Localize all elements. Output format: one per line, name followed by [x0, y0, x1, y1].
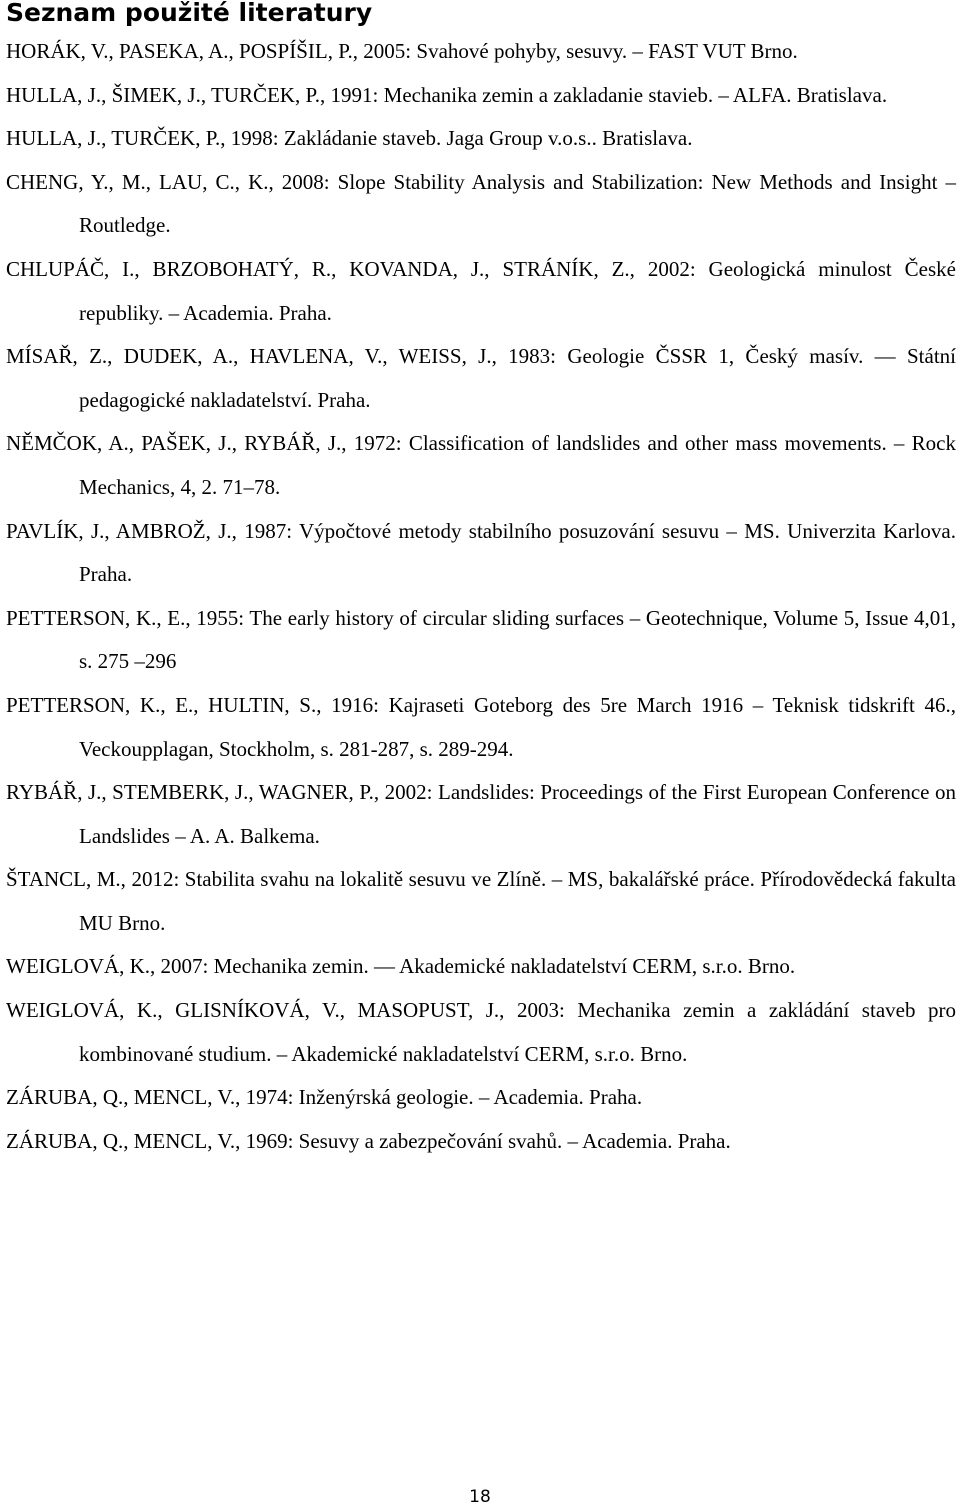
reference-entry: HORÁK, V., PASEKA, A., POSPÍŠIL, P., 2005: Svahové pohyby, sesuvy. – FAST VUT Brno.	[6, 39, 798, 63]
reference-entry: PETTERSON, K., E., 1955: The early history of circular sliding surfaces – Geotechnique, Volume 5, Issue 4,01, s. 275 –296	[6, 605, 956, 674]
page-title: Seznam použité literatury	[6, 0, 373, 27]
reference-entry: PETTERSON, K., E., HULTIN, S., 1916: Kajraseti Goteborg des 5re March 1916 – Teknisk tidskrift 46., Veckoupplagan, Stockholm, s. 281-287, s. 289-294.	[6, 692, 956, 761]
reference-entry: HULLA, J., TURČEK, P., 1998: Zakládanie staveb. Jaga Group v.o.s.. Bratislava.	[6, 126, 693, 151]
reference-entry: RYBÁŘ, J., STEMBERK, J., WAGNER, P., 2002: Landslides: Proceedings of the First European Conference on Landslides – A. A. Balkema.	[6, 780, 956, 848]
reference-entry: WEIGLOVÁ, K., GLISNÍKOVÁ, V., MASOPUST, J., 2003: Mechanika zemin a zakládání staveb pro kombinované studium. – Akademické nakladatelství CERM, s.r.o. Brno.	[6, 998, 956, 1066]
reference-entry: ŠTANCL, M., 2012: Stabilita svahu na lokalitě sesuvu ve Zlíně. – MS, bakalářské práce. Přírodovědecká fakulta MU Brno.	[6, 867, 956, 935]
reference-entry: ZÁRUBA, Q., MENCL, V., 1969: Sesuvy a zabezpečování svahů. – Academia. Praha.	[6, 1128, 731, 1153]
reference-entry: CHLUPÁČ, I., BRZOBOHATÝ, R., KOVANDA, J., STRÁNÍK, Z., 2002: Geologická minulost České republiky. – Academia. Praha.	[6, 256, 956, 325]
reference-entry: ZÁRUBA, Q., MENCL, V., 1974: Inženýrská geologie. – Academia. Praha.	[6, 1085, 643, 1110]
reference-list	[6, 30, 956, 1163]
reference-entry: HULLA, J., ŠIMEK, J., TURČEK, P., 1991: Mechanika zemin a zakladanie stavieb. – ALFA. Bratislava.	[6, 82, 888, 107]
reference-entry: CHENG, Y., M., LAU, C., K., 2008: Slope Stability Analysis and Stabilization: New Methods and Insight – Routledge.	[6, 169, 956, 238]
reference-entry: NĚMČOK, A., PAŠEK, J., RYBÁŘ, J., 1972: Classification of landslides and other mass movements. – Rock Mechanics, 4, 2. 71–78.	[6, 431, 956, 499]
reference-entry: MÍSAŘ, Z., DUDEK, A., HAVLENA, V., WEISS, J., 1983: Geologie ČSSR 1, Český masív. –– Státní pedagogické nakladatelství. Praha.	[6, 344, 956, 412]
reference-entry: PAVLÍK, J., AMBROŽ, J., 1987: Výpočtové metody stabilního posuzování sesuvu – MS. Univerzita Karlova. Praha.	[6, 518, 956, 587]
page-number: 18	[469, 1487, 491, 1507]
reference-entry: WEIGLOVÁ, K., 2007: Mechanika zemin. –– Akademické nakladatelství CERM, s.r.o. Brno.	[6, 954, 796, 979]
